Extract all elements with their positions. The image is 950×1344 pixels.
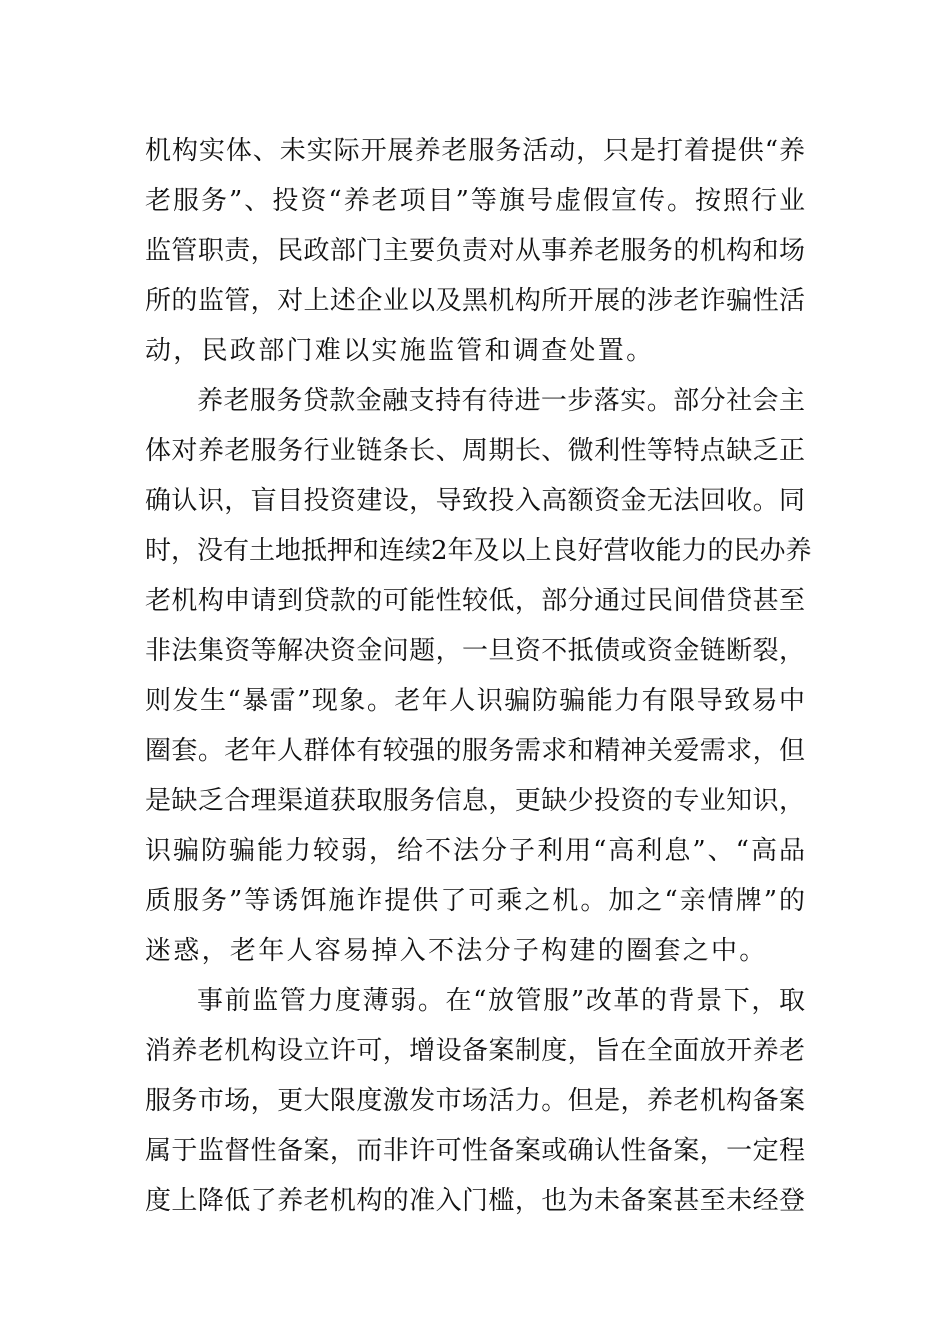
text-line: 消养老机构设立许可，增设备案制度，旨在全面放开养老 [145, 1036, 805, 1066]
text-line: 监管职责，民政部门主要负责对从事养老服务的机构和场 [145, 236, 805, 266]
text-line: 识骗防骗能力较弱，给不法分子利用“高利息”、“高品 [145, 836, 805, 866]
text-line: 质服务”等诱饵施诈提供了可乘之机。加之“亲情牌”的 [145, 886, 805, 916]
text-line: 事前监管力度薄弱。在“放管服”改革的背景下，取 [197, 986, 805, 1016]
text-line: 养老服务贷款金融支持有待进一步落实。部分社会主 [197, 386, 805, 416]
text-line: 圈套。老年人群体有较强的服务需求和精神关爱需求，但 [145, 736, 805, 766]
text-line: 机构实体、未实际开展养老服务活动，只是打着提供“养 [145, 136, 805, 166]
text-line: 老机构申请到贷款的可能性较低，部分通过民间借贷甚至 [145, 586, 805, 616]
text-line: 动，民政部门难以实施监管和调查处置。 [145, 336, 655, 366]
text-line: 服务市场，更大限度激发市场活力。但是，养老机构备案 [145, 1086, 805, 1116]
text-line: 迷惑，老年人容易掉入不法分子构建的圈套之中。 [145, 936, 768, 966]
text-line: 非法集资等解决资金问题，一旦资不抵债或资金链断裂， [145, 636, 805, 666]
text-line: 确认识，盲目投资建设，导致投入高额资金无法回收。同 [145, 486, 805, 516]
text-line: 度上降低了养老机构的准入门槛，也为未备案甚至未经登 [145, 1186, 805, 1216]
text-line: 体对养老服务行业链条长、周期长、微利性等特点缺乏正 [145, 436, 805, 466]
text-line: 老服务”、投资“养老项目”等旗号虚假宣传。按照行业 [145, 186, 805, 216]
text-line: 所的监管，对上述企业以及黑机构所开展的涉老诈骗性活 [145, 286, 805, 316]
text-line: 则发生“暴雷”现象。老年人识骗防骗能力有限导致易中 [145, 686, 805, 716]
text-line: 是缺乏合理渠道获取服务信息，更缺少投资的专业知识， [145, 786, 805, 816]
text-line: 属于监督性备案，而非许可性备案或确认性备案，一定程 [145, 1136, 805, 1166]
text-line: 时，没有土地抵押和连续2年及以上良好营收能力的民办养 [145, 536, 812, 566]
